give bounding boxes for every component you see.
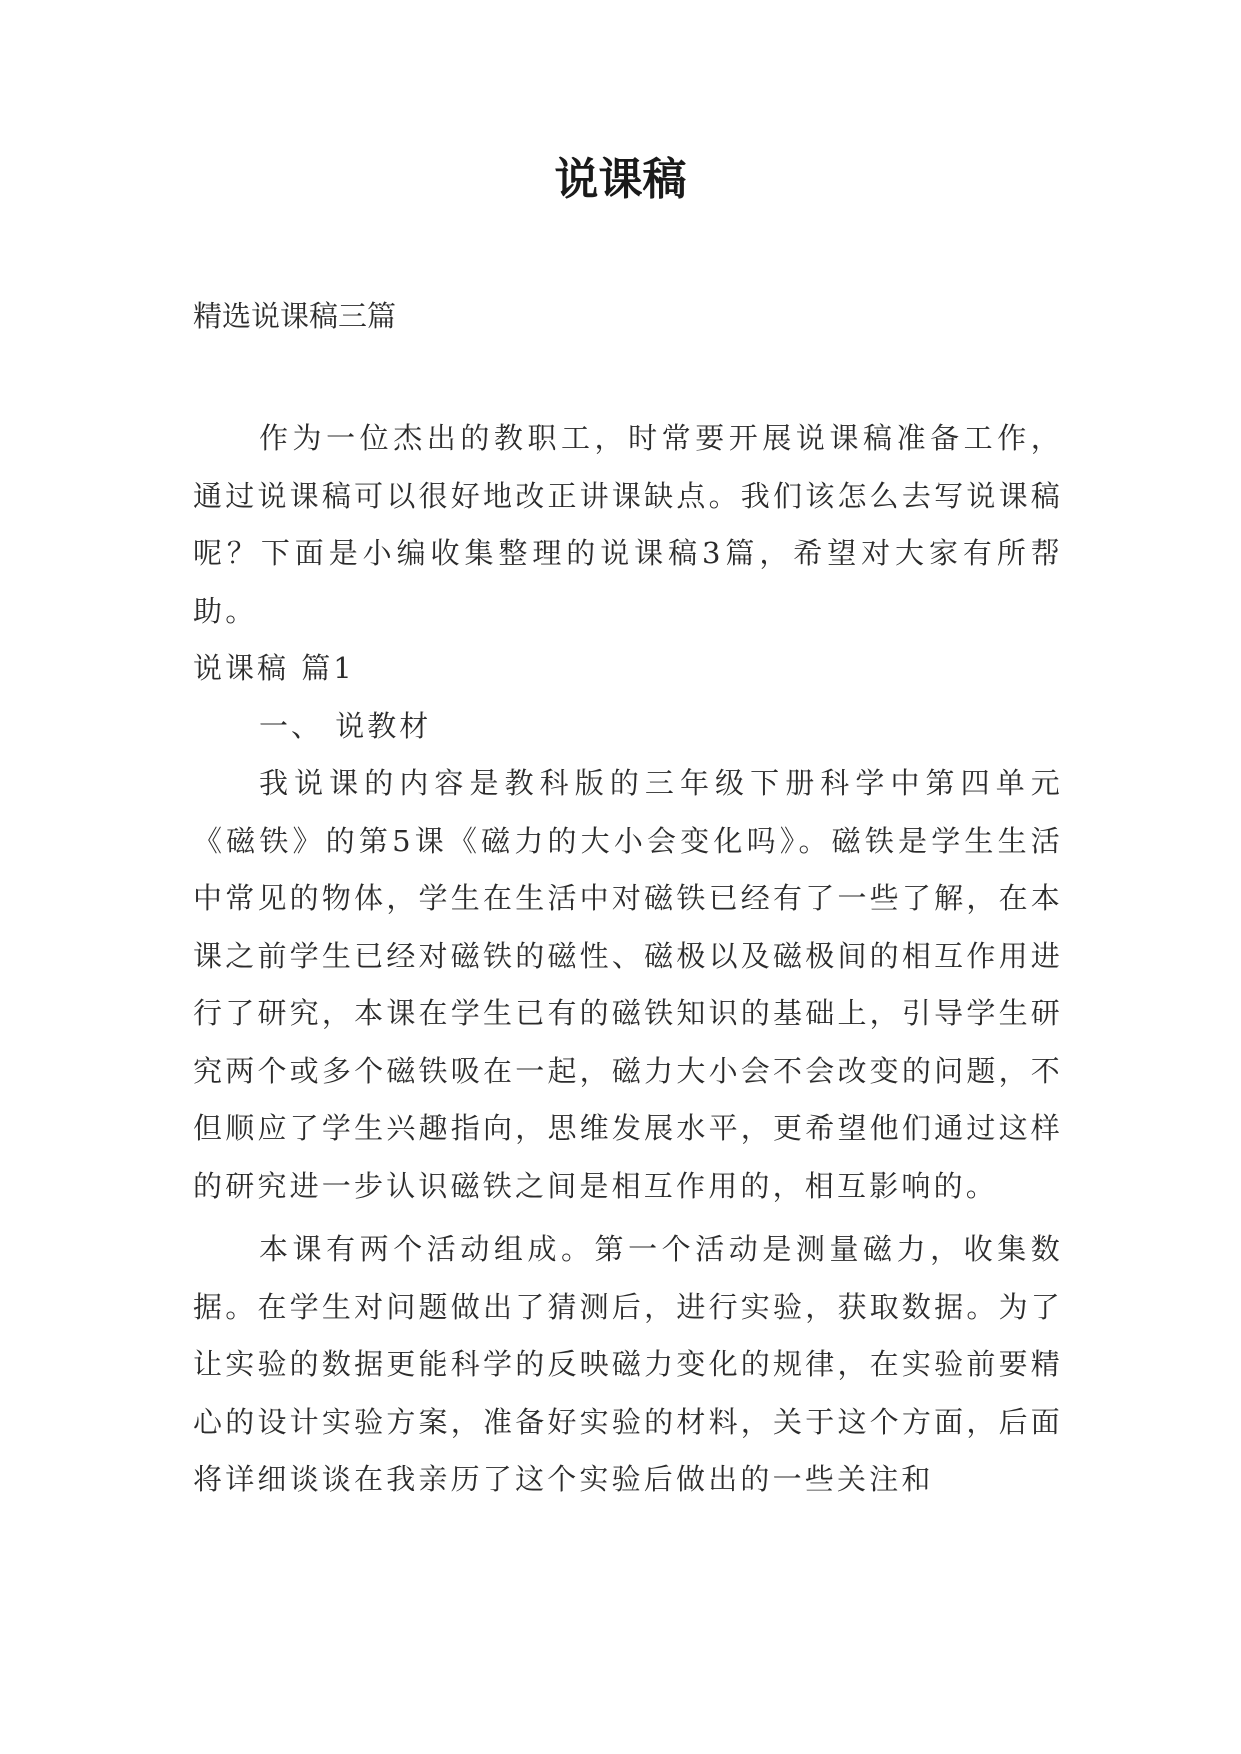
intro-paragraph: 作为一位杰出的教职工，时常要开展说课稿准备工作，通过说课稿可以很好地改正讲课缺点。我们该怎么去写说课稿呢？下面是小编收集整理的说课稿3篇，希望对大家有所帮助。 — [193, 421, 1063, 628]
body-paragraph: 我说课的内容是教科版的三年级下册科学中第四单元《磁铁》的第5课《磁力的大小会变化吗》。磁铁是学生生活中常见的物体，学生在生活中对磁铁已经有了一些了解，在本课之前学生已经对磁铁的磁性、磁极以及磁极间的相互作用进行了研究，本课在学生已有的磁铁知识的基础上，引导学生研究两个或多个磁铁吸在一起，磁力大小会不会改变的问题，不但顺应了学生兴趣指向，思维发展水平，更希望他们通过这样的研究进一步认识磁铁之间是相互作用的，相互影响的。 — [193, 766, 1063, 1203]
document-subtitle: 精选说课稿三篇 — [193, 299, 397, 333]
sub-heading: 一、 说教材 — [259, 708, 432, 743]
body-paragraph: 本课有两个活动组成。第一个活动是测量磁力，收集数据。在学生对问题做出了猜测后，进行实验，获取数据。为了让实验的数据更能科学的反映磁力变化的规律，在实验前要精心的设计实验方案，准备好实验的材料，关于这个方面，后面将详细谈谈在我亲历了这个实验后做出的一些关注和 — [193, 1232, 1063, 1496]
document-body — [193, 410, 1063, 1509]
document-title: 说课稿 — [554, 154, 687, 205]
section-heading: 说课稿 篇1 — [193, 651, 355, 685]
